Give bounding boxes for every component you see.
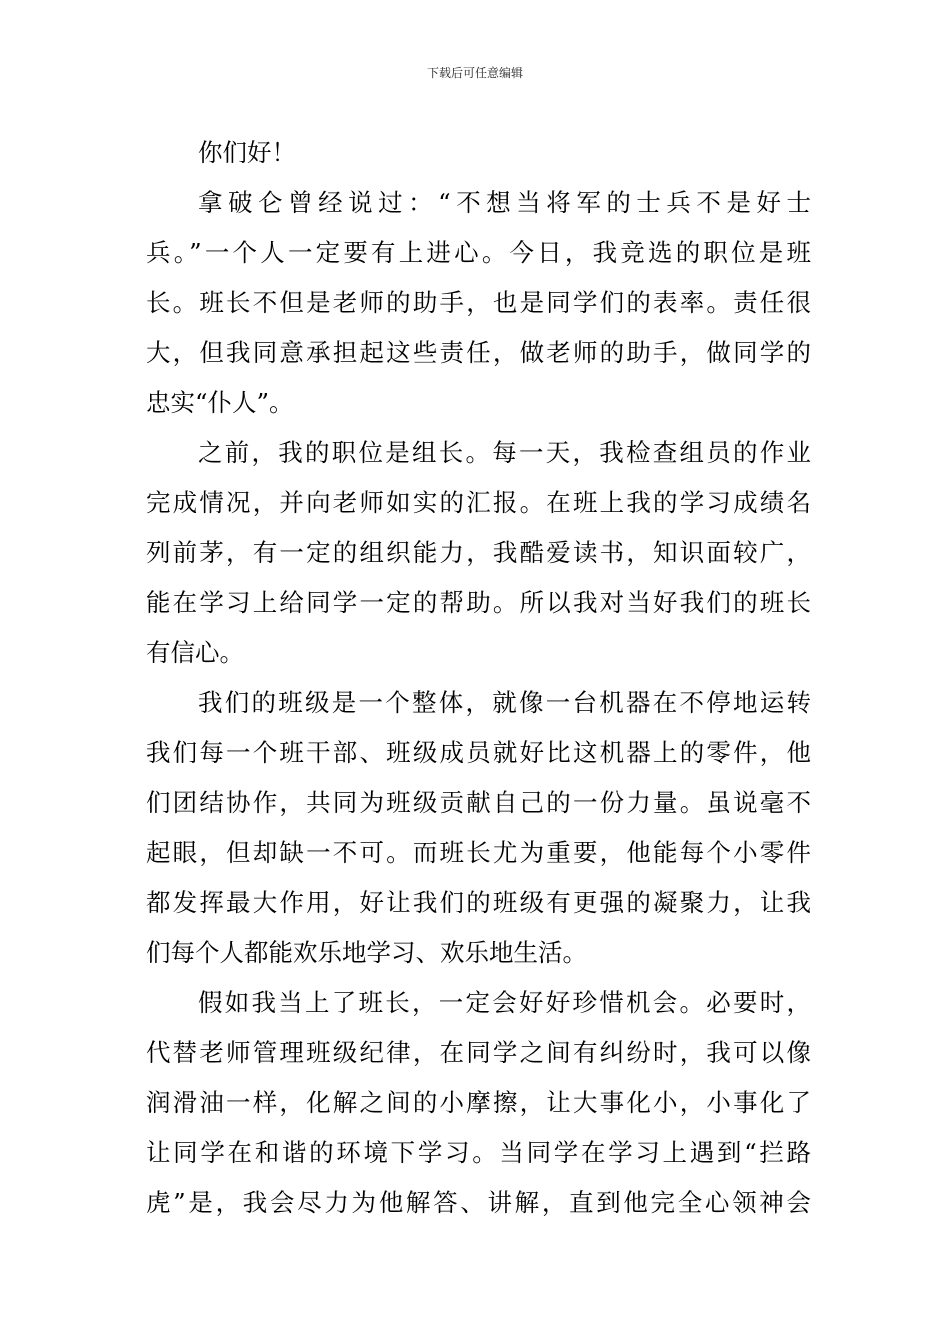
text-line: 能在学习上给同学一定的帮助。所以我对当好我们的班长 xyxy=(146,588,811,617)
page-header: 下载后可任意编辑 xyxy=(426,66,523,80)
document-body xyxy=(146,128,811,1228)
text-line: 们每个人都能欢乐地学习、欢乐地生活。 xyxy=(146,938,587,967)
text-line: 让同学在和谐的环境下学习。当同学在学习上遇到“拦路 xyxy=(146,1138,811,1167)
text-line: 代替老师管理班级纪律，在同学之间有纠纷时，我可以像 xyxy=(146,1038,811,1067)
text-line: 润滑油一样，化解之间的小摩擦，让大事化小，小事化了 xyxy=(146,1088,811,1117)
text-line: 兵。”一个人一定要有上进心。今日，我竞选的职位是班 xyxy=(146,238,811,267)
text-line: 列前茅，有一定的组织能力，我酷爱读书，知识面较广， xyxy=(146,538,811,567)
text-line: 我们每一个班干部、班级成员就好比这机器上的零件，他 xyxy=(146,738,811,767)
text-line: 完成情况，并向老师如实的汇报。在班上我的学习成绩名 xyxy=(146,488,811,517)
text-line: 都发挥最大作用，好让我们的班级有更强的凝聚力，让我 xyxy=(146,888,811,917)
text-line: 们团结协作，共同为班级贡献自己的一份力量。虽说毫不 xyxy=(146,788,811,817)
text-line: 之前，我的职位是组长。每一天，我检查组员的作业 xyxy=(198,438,811,467)
text-line: 你们好！ xyxy=(198,138,296,167)
text-line: 假如我当上了班长，一定会好好珍惜机会。必要时， xyxy=(198,988,811,1017)
text-line: 有信心。 xyxy=(146,638,244,667)
text-line: 我们的班级是一个整体，就像一台机器在不停地运转 xyxy=(198,688,811,717)
text-line: 起眼，但却缺一不可。而班长尤为重要，他能每个小零件 xyxy=(146,838,811,867)
text-line: 大，但我同意承担起这些责任，做老师的助手，做同学的 xyxy=(146,338,811,367)
text-line: 虎”是，我会尽力为他解答、讲解，直到他完全心领神会 xyxy=(146,1188,811,1217)
text-line: 长。班长不但是老师的助手，也是同学们的表率。责任很 xyxy=(146,288,811,317)
text-line: 忠实“仆人”。 xyxy=(146,388,294,417)
text-line: 拿破仑曾经说过：“不想当将军的士兵不是好士 xyxy=(198,188,811,217)
